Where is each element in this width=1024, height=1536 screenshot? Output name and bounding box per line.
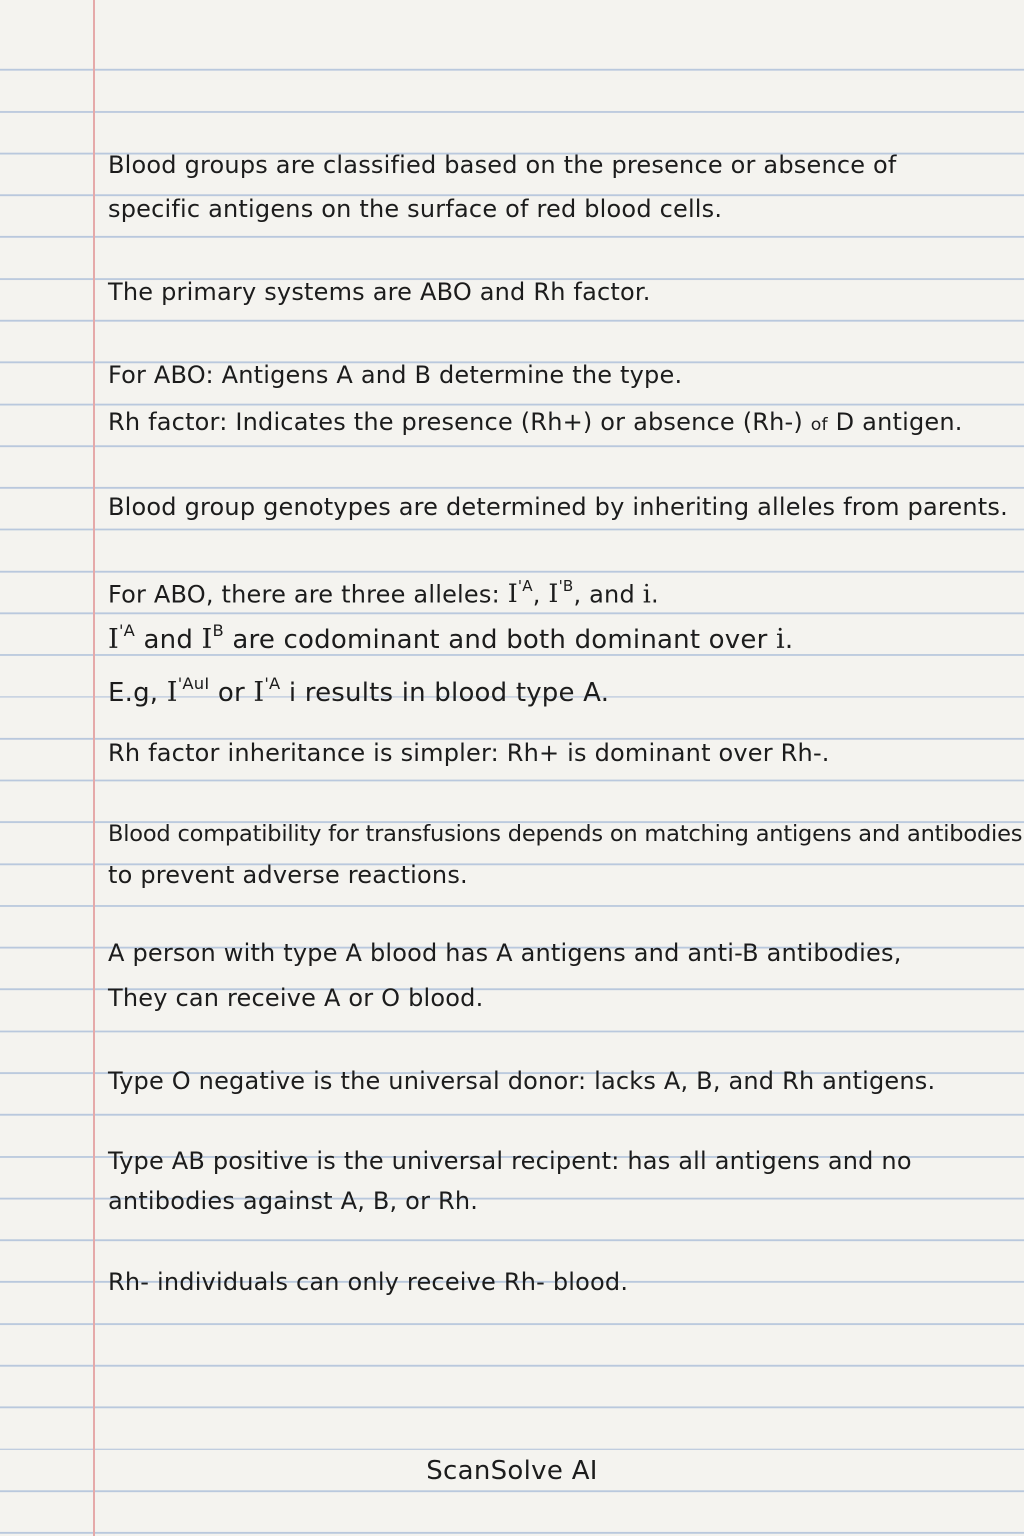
allele-line: [108, 671, 609, 708]
note-line: specific antigens on the surface of red blood cells.: [108, 195, 723, 223]
note-line: Blood compatibility for transfusions depends on matching antigens and antibodies: [108, 821, 1023, 847]
note-line: A person with type A blood has A antigens and anti-B antibodies,: [108, 939, 902, 967]
note-text: For ABO, there are three alleles:: [108, 580, 508, 609]
allele-superscript: 'A: [118, 620, 136, 640]
note-text-small: of: [810, 415, 828, 435]
note-text: and: [135, 625, 202, 656]
allele-superscript: 'A: [517, 576, 533, 595]
note-text: are codominant and both dominant over: [223, 625, 776, 656]
allele-superscript: 'B: [558, 576, 574, 595]
allele-base: I: [507, 579, 518, 609]
allele-superscript: 'A: [264, 673, 281, 693]
allele-base: I: [201, 624, 213, 656]
note-text: D antigen.: [827, 408, 963, 436]
note-text: .: [784, 625, 794, 656]
note-text: results in blood type A.: [296, 678, 610, 709]
allele-symbol: [548, 576, 574, 609]
note-text: or: [209, 678, 254, 709]
allele-line: [108, 573, 659, 609]
note-text: .: [651, 580, 659, 609]
note-line: The primary systems are ABO and Rh factor.: [108, 278, 651, 306]
note-line: Type AB positive is the universal recipent: has all antigens and no: [108, 1147, 912, 1175]
allele-superscript: B: [212, 620, 224, 640]
note-text: ,: [532, 580, 549, 609]
brand-watermark: ScanSolve AI: [426, 1456, 598, 1486]
allele-superscript: 'AuI: [177, 673, 210, 693]
note-line: antibodies against A, B, or Rh.: [108, 1187, 479, 1215]
note-line: to prevent adverse reactions.: [108, 861, 468, 889]
note-line: Rh factor inheritance is simpler: Rh+ is dominant over Rh-.: [108, 739, 830, 767]
note-text: E.g,: [108, 678, 167, 709]
note-text: i: [280, 678, 297, 709]
note-line: Rh- individuals can only receive Rh- blood.: [108, 1268, 629, 1296]
note-line: Blood groups are classified based on the presence or absence of: [108, 151, 897, 179]
note-text: , and: [573, 580, 643, 609]
allele-line: [108, 618, 793, 655]
allele-base: I: [548, 579, 559, 609]
note-line: [108, 407, 963, 440]
note-line: For ABO: Antigens A and B determine the type.: [108, 361, 683, 389]
allele-symbol: [507, 576, 533, 609]
allele-base: I: [166, 677, 178, 709]
note-text: Rh factor: Indicates the presence (Rh+) or absence (Rh-): [108, 408, 811, 436]
allele-symbol: [253, 673, 281, 709]
note-line: They can receive A or O blood.: [108, 984, 484, 1012]
allele-symbol: [201, 620, 224, 656]
allele-base: I: [108, 624, 119, 656]
allele-symbol: i: [775, 624, 785, 656]
allele-symbol: i: [642, 579, 651, 609]
note-line: Blood group genotypes are determined by inheriting alleles from parents.: [108, 493, 1008, 521]
allele-symbol: [108, 620, 136, 656]
allele-base: I: [253, 677, 265, 709]
note-line: Type O negative is the universal donor: lacks A, B, and Rh antigens.: [108, 1067, 936, 1095]
allele-symbol: [166, 673, 210, 709]
